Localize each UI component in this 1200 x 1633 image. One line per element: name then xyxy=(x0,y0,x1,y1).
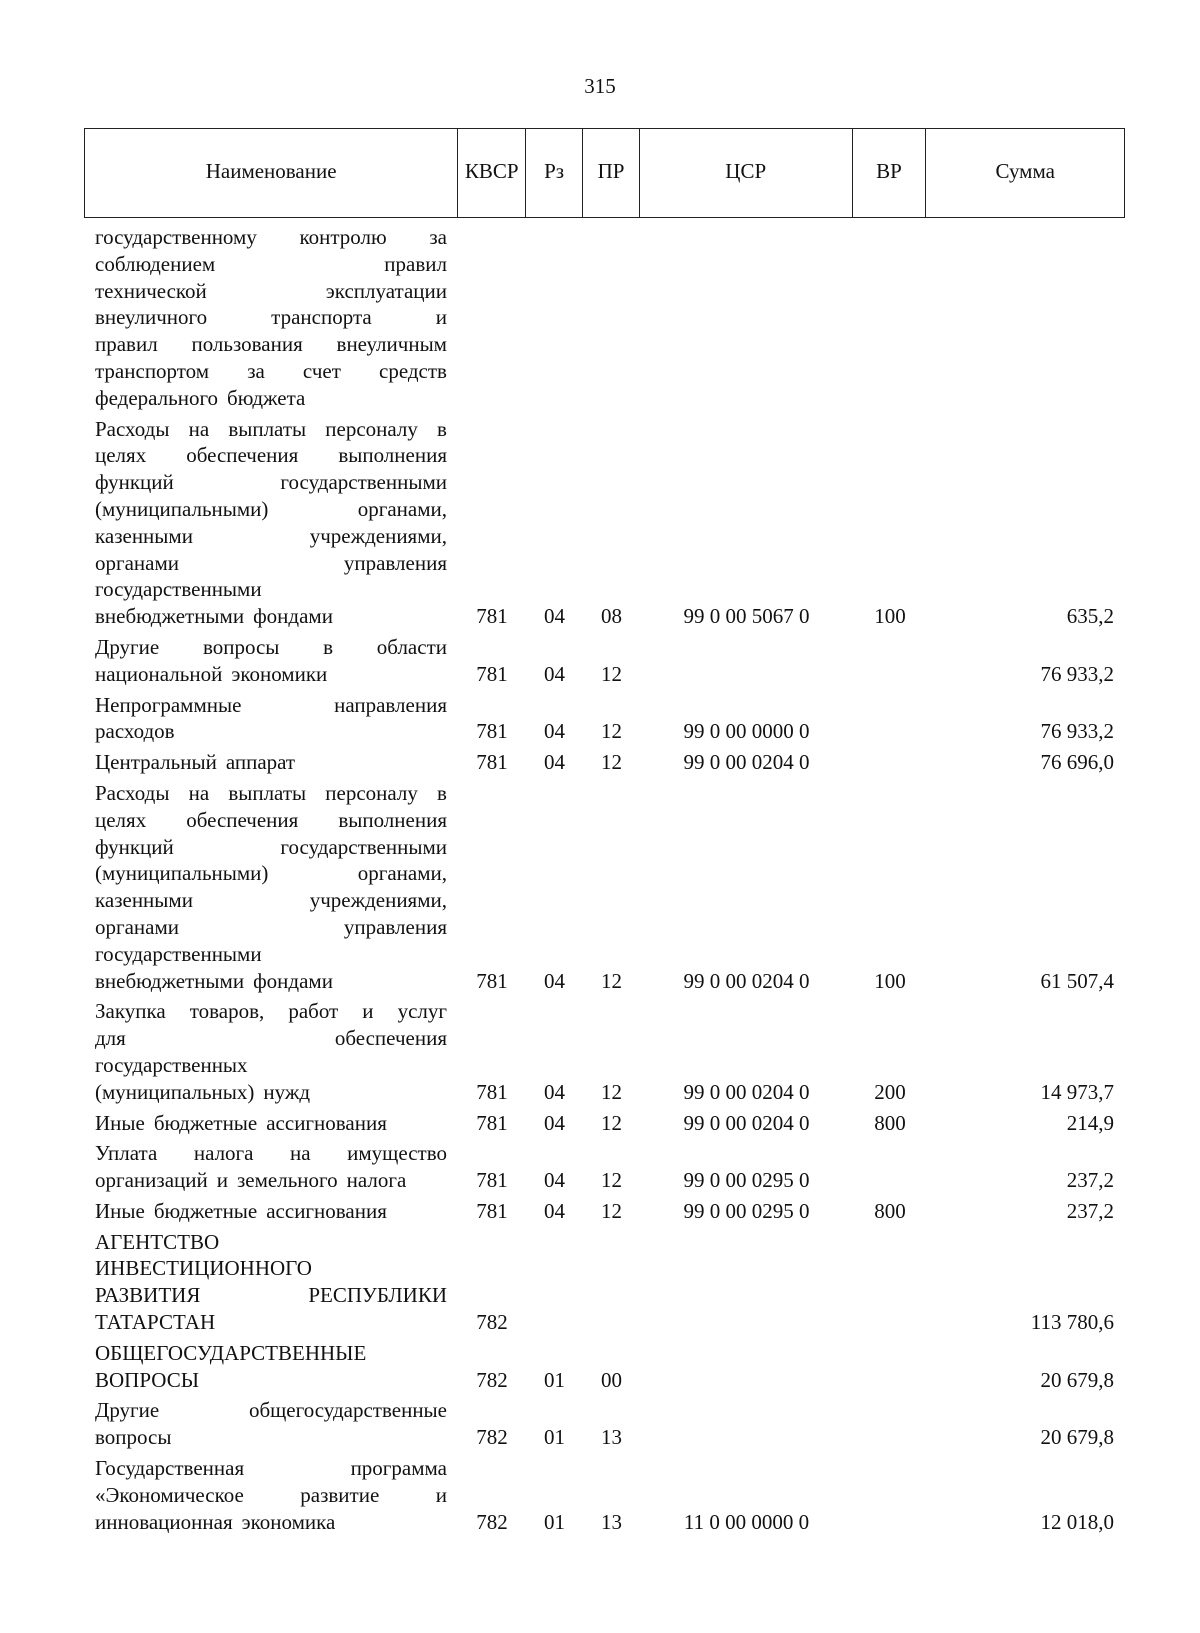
row-name-line xyxy=(95,807,447,834)
name-word: внебюджетными xyxy=(95,604,245,629)
name-word: ассигнования xyxy=(266,1198,387,1223)
row-name-line xyxy=(95,416,447,443)
name-word: учреждениями, xyxy=(309,888,447,913)
name-word: вопросы xyxy=(202,634,280,659)
name-word: экономика xyxy=(241,1509,336,1534)
row-csr: 99 0 00 0000 0 xyxy=(683,719,810,744)
name-word: управления xyxy=(343,550,447,575)
row-rz: 01 xyxy=(544,1509,565,1534)
row-name-line xyxy=(95,304,447,331)
name-word: (муниципальных) xyxy=(95,1079,255,1104)
row-csr: 99 0 00 0295 0 xyxy=(683,1168,810,1193)
row-pr: 13 xyxy=(601,1509,622,1534)
name-word: аппарат xyxy=(225,750,296,775)
row-kvsr: 781 xyxy=(476,719,508,744)
row-name xyxy=(84,416,458,630)
name-word: государственными xyxy=(280,470,447,495)
name-word: бюджетные xyxy=(153,1110,258,1135)
table-row xyxy=(84,634,1125,688)
header-name: Наименование xyxy=(85,129,458,217)
row-name-line xyxy=(95,968,447,995)
name-word: функций xyxy=(95,834,174,859)
name-word: за xyxy=(247,358,265,383)
name-word: РЕСПУБЛИКИ xyxy=(308,1283,447,1308)
row-name-line xyxy=(95,860,447,887)
name-word: технической xyxy=(95,278,207,303)
name-word: земельного xyxy=(237,1168,338,1193)
header-pr: ПР xyxy=(583,129,640,217)
row-vr: 800 xyxy=(874,1198,906,1223)
table-row xyxy=(84,1455,1125,1535)
name-word: организаций xyxy=(95,1168,208,1193)
table-row xyxy=(84,1397,1125,1451)
row-kvsr: 781 xyxy=(476,750,508,775)
name-word: общегосударственные xyxy=(248,1398,447,1423)
row-pr: 00 xyxy=(601,1367,622,1392)
name-word: услуг xyxy=(397,999,447,1024)
table-row xyxy=(84,780,1125,994)
name-word: направления xyxy=(334,692,447,717)
name-word: на xyxy=(188,780,210,805)
row-name-line xyxy=(95,661,447,688)
row-name-line xyxy=(95,1198,447,1225)
name-word: обеспечения xyxy=(186,443,299,468)
row-kvsr: 782 xyxy=(476,1310,508,1335)
row-csr: 99 0 00 0295 0 xyxy=(683,1198,810,1223)
name-word: Другие xyxy=(95,634,160,659)
row-name xyxy=(84,1455,458,1535)
row-name-line xyxy=(95,469,447,496)
row-kvsr: 781 xyxy=(476,1110,508,1135)
row-name-line xyxy=(95,1140,447,1167)
table-row xyxy=(84,224,1125,412)
row-name-line xyxy=(95,1079,447,1106)
name-word: развитие xyxy=(300,1482,380,1507)
row-pr: 12 xyxy=(601,719,622,744)
row-name-line xyxy=(95,442,447,469)
name-word: целях xyxy=(95,807,147,832)
name-word: Расходы xyxy=(95,780,170,805)
row-pr: 12 xyxy=(601,1110,622,1135)
row-name-line xyxy=(95,749,447,776)
name-word: государственными xyxy=(280,834,447,859)
row-rz: 04 xyxy=(544,968,565,993)
name-word: внеуличного xyxy=(95,305,208,330)
name-word: счет xyxy=(302,358,341,383)
row-sum: 20 679,8 xyxy=(1040,1425,1114,1450)
name-word: Центральный xyxy=(95,750,217,775)
row-name xyxy=(84,1110,458,1137)
name-word: и xyxy=(362,999,374,1024)
name-word: ВОПРОСЫ xyxy=(95,1367,200,1392)
row-rz: 04 xyxy=(544,1168,565,1193)
name-word: Иные xyxy=(95,1198,145,1223)
table-row xyxy=(84,1198,1125,1225)
name-word: (муниципальными) xyxy=(95,496,269,521)
row-name xyxy=(84,998,458,1105)
row-sum: 214,9 xyxy=(1066,1110,1114,1135)
name-word: обеспечения xyxy=(334,1026,447,1051)
header-kvsr: КВСР xyxy=(458,129,526,217)
row-name-line xyxy=(95,251,447,278)
row-pr: 12 xyxy=(601,750,622,775)
name-word: государственных xyxy=(95,1052,248,1077)
name-word: федерального xyxy=(95,385,219,410)
row-name xyxy=(84,692,458,746)
name-word: Расходы xyxy=(95,416,170,441)
row-name-line xyxy=(95,1424,447,1451)
row-csr: 99 0 00 0204 0 xyxy=(683,968,810,993)
name-word: вопросы xyxy=(95,1425,172,1450)
row-name-line xyxy=(95,331,447,358)
row-name xyxy=(84,634,458,688)
row-rz: 04 xyxy=(544,604,565,629)
name-word: имущество xyxy=(347,1141,447,1166)
name-word: ассигнования xyxy=(266,1110,387,1135)
row-name-line xyxy=(95,692,447,719)
name-word: органами xyxy=(95,914,180,939)
table-row xyxy=(84,692,1125,746)
name-word: фондами xyxy=(253,604,333,629)
row-sum: 76 933,2 xyxy=(1040,661,1114,686)
name-word: Закупка xyxy=(95,999,166,1024)
name-word: Уплата xyxy=(95,1141,158,1166)
name-word: транспорта xyxy=(271,305,372,330)
table-row xyxy=(84,1110,1125,1137)
row-name-line xyxy=(95,1282,447,1309)
name-word: эксплуатации xyxy=(325,278,447,303)
name-word: средств xyxy=(379,358,447,383)
row-sum: 20 679,8 xyxy=(1040,1367,1114,1392)
table-row xyxy=(84,416,1125,630)
row-kvsr: 781 xyxy=(476,604,508,629)
row-rz: 04 xyxy=(544,1110,565,1135)
table-row xyxy=(84,749,1125,776)
name-word: пользования xyxy=(191,332,303,357)
row-pr: 12 xyxy=(601,661,622,686)
row-name-line xyxy=(95,834,447,861)
name-word: органами xyxy=(95,550,180,575)
row-kvsr: 782 xyxy=(476,1367,508,1392)
row-name xyxy=(84,749,458,776)
row-kvsr: 782 xyxy=(476,1425,508,1450)
row-rz: 04 xyxy=(544,1079,565,1104)
row-name xyxy=(84,1229,458,1336)
header-csr: ЦСР xyxy=(640,129,853,217)
row-name-line xyxy=(95,576,447,603)
row-kvsr: 781 xyxy=(476,968,508,993)
name-word: внебюджетными xyxy=(95,968,245,993)
row-name-line xyxy=(95,634,447,661)
name-word: обеспечения xyxy=(186,807,299,832)
row-sum: 635,2 xyxy=(1066,604,1114,629)
name-word: учреждениями, xyxy=(309,523,447,548)
name-word: национальной xyxy=(95,661,223,686)
name-word: в xyxy=(437,780,447,805)
row-rz: 04 xyxy=(544,661,565,686)
row-pr: 12 xyxy=(601,1168,622,1193)
name-word: за xyxy=(429,225,447,249)
name-word: внеуличным xyxy=(336,332,447,357)
name-word: казенными xyxy=(95,888,193,913)
name-word: на xyxy=(188,416,210,441)
row-name-line xyxy=(95,998,447,1025)
name-word: и xyxy=(435,1482,447,1507)
name-word: (муниципальными) xyxy=(95,861,269,886)
row-pr: 12 xyxy=(601,1079,622,1104)
row-kvsr: 782 xyxy=(476,1509,508,1534)
row-name xyxy=(84,1340,458,1394)
table-row xyxy=(84,998,1125,1105)
name-word: в xyxy=(437,416,447,441)
table-header xyxy=(84,128,1125,218)
row-name-line xyxy=(95,278,447,305)
table-row xyxy=(84,1340,1125,1394)
header-vr: ВР xyxy=(853,129,927,217)
name-word: налога xyxy=(193,1141,254,1166)
name-word: выполнения xyxy=(338,443,447,468)
row-name-line xyxy=(95,1340,447,1367)
name-word: фондами xyxy=(253,968,333,993)
row-name-line xyxy=(95,1367,447,1394)
row-name-line xyxy=(95,1052,447,1079)
name-word: управления xyxy=(343,914,447,939)
name-word: транспортом xyxy=(95,358,210,383)
name-word: Непрограммные xyxy=(95,692,242,717)
row-name-line xyxy=(95,718,447,745)
row-name-line xyxy=(95,1309,447,1336)
row-name-line xyxy=(95,1255,447,1282)
name-word: на xyxy=(290,1141,311,1166)
name-word: для xyxy=(95,1026,126,1051)
name-word: казенными xyxy=(95,523,193,548)
row-kvsr: 781 xyxy=(476,1168,508,1193)
name-word: соблюдением xyxy=(95,251,216,276)
row-name-line xyxy=(95,1509,447,1536)
row-csr: 99 0 00 0204 0 xyxy=(683,1110,810,1135)
row-vr: 800 xyxy=(874,1110,906,1135)
name-word: бюджета xyxy=(227,385,306,410)
name-word: экономики xyxy=(231,661,328,686)
name-word: выполнения xyxy=(338,807,447,832)
name-word: инновационная xyxy=(95,1509,233,1534)
name-word: персоналу xyxy=(325,416,418,441)
name-word: выплаты xyxy=(228,780,307,805)
name-word: Другие xyxy=(95,1398,160,1423)
name-word: органами, xyxy=(357,861,447,886)
row-pr: 12 xyxy=(601,1198,622,1223)
name-word: бюджетные xyxy=(153,1198,258,1223)
header-rz: Рз xyxy=(526,129,583,217)
row-name-line xyxy=(95,1229,447,1256)
table-body xyxy=(84,224,1125,1539)
row-csr: 99 0 00 5067 0 xyxy=(683,604,810,629)
name-word: «Экономическое xyxy=(95,1482,244,1507)
row-kvsr: 781 xyxy=(476,661,508,686)
row-name-line xyxy=(95,358,447,385)
name-word: ИНВЕСТИЦИОННОГО xyxy=(95,1256,312,1281)
row-rz: 04 xyxy=(544,719,565,744)
name-word: персоналу xyxy=(325,780,418,805)
row-name-line xyxy=(95,496,447,523)
row-pr: 08 xyxy=(601,604,622,629)
name-word: РАЗВИТИЯ xyxy=(95,1283,201,1308)
name-word: ТАТАРСТАН xyxy=(95,1310,216,1335)
row-pr: 13 xyxy=(601,1425,622,1450)
row-rz: 04 xyxy=(544,750,565,775)
row-vr: 200 xyxy=(874,1079,906,1104)
name-word: правил xyxy=(95,332,158,357)
row-name-line xyxy=(95,1110,447,1137)
row-name-line xyxy=(95,523,447,550)
row-rz: 04 xyxy=(544,1198,565,1223)
row-pr: 12 xyxy=(601,968,622,993)
name-word: ОБЩЕГОСУДАРСТВЕННЫЕ xyxy=(95,1340,367,1365)
name-word: и xyxy=(216,1168,228,1193)
row-sum: 14 973,7 xyxy=(1040,1079,1114,1104)
row-name-line xyxy=(95,914,447,941)
header-sum: Сумма xyxy=(995,158,1055,183)
row-name-line xyxy=(95,550,447,577)
table-row xyxy=(84,1140,1125,1194)
row-name xyxy=(84,1397,458,1451)
row-sum: 76 933,2 xyxy=(1040,719,1114,744)
row-name-line xyxy=(95,1482,447,1509)
name-word: правил xyxy=(384,251,447,276)
row-sum: 61 507,4 xyxy=(1040,968,1114,993)
name-word: государственному xyxy=(95,225,257,249)
name-word: АГЕНТСТВО xyxy=(95,1229,220,1254)
name-word: и xyxy=(435,305,447,330)
name-word: Государственная xyxy=(95,1456,245,1481)
row-sum: 12 018,0 xyxy=(1040,1509,1114,1534)
row-name-line xyxy=(95,1167,447,1194)
name-word: государственными xyxy=(95,941,262,966)
table-row xyxy=(84,1229,1125,1336)
row-name-line xyxy=(95,780,447,807)
page-number: 315 xyxy=(584,74,616,98)
row-name xyxy=(84,1140,458,1194)
name-word: в xyxy=(323,634,334,659)
row-csr: 11 0 00 0000 0 xyxy=(683,1509,810,1534)
name-word: расходов xyxy=(95,719,175,744)
row-sum: 237,2 xyxy=(1066,1198,1114,1223)
row-name xyxy=(84,780,458,994)
name-word: Иные xyxy=(95,1110,145,1135)
row-name-line xyxy=(95,1455,447,1482)
row-name-line xyxy=(95,603,447,630)
name-word: функций xyxy=(95,470,174,495)
name-word: выплаты xyxy=(228,416,307,441)
name-word: контролю xyxy=(299,225,387,249)
row-sum: 237,2 xyxy=(1066,1168,1114,1193)
row-name xyxy=(84,1198,458,1225)
row-vr: 100 xyxy=(874,968,906,993)
name-word: органами, xyxy=(357,496,447,521)
name-word: программа xyxy=(350,1456,447,1481)
name-word: нужд xyxy=(263,1079,311,1104)
row-rz: 01 xyxy=(544,1425,565,1450)
row-name-line xyxy=(95,1025,447,1052)
row-sum: 76 696,0 xyxy=(1040,750,1114,775)
row-csr: 99 0 00 0204 0 xyxy=(683,750,810,775)
row-rz: 01 xyxy=(544,1367,565,1392)
row-name-line xyxy=(95,1397,447,1424)
row-csr: 99 0 00 0204 0 xyxy=(683,1079,810,1104)
row-name-line xyxy=(95,941,447,968)
row-name xyxy=(84,224,458,412)
row-name-line xyxy=(95,385,447,412)
name-word: налога xyxy=(346,1168,407,1193)
row-kvsr: 781 xyxy=(476,1079,508,1104)
name-word: области xyxy=(376,634,447,659)
name-word: товаров, xyxy=(189,999,265,1024)
row-kvsr: 781 xyxy=(476,1198,508,1223)
row-sum: 113 780,6 xyxy=(1030,1310,1114,1335)
name-word: государственными xyxy=(95,577,262,602)
row-name-line xyxy=(95,224,447,251)
row-vr: 100 xyxy=(874,604,906,629)
name-word: работ xyxy=(288,999,339,1024)
row-name-line xyxy=(95,887,447,914)
name-word: целях xyxy=(95,443,147,468)
